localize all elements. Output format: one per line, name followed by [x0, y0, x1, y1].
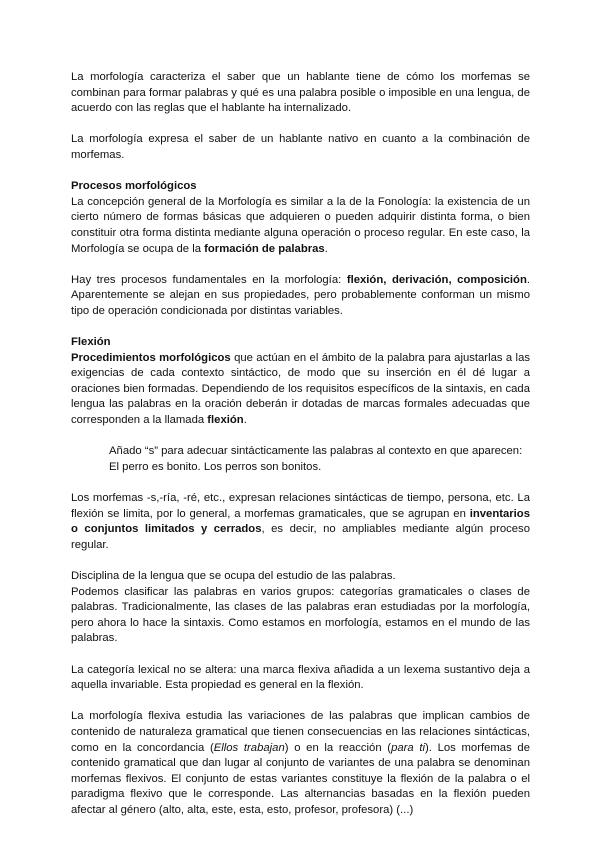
spacer [71, 694, 530, 710]
text-run: que actúan en el ámbito de la palabra para ajustarlas a las exigencias de cada contexto sintáctico, de modo que su inserción en él dé lugar a oraciones bien formadas. Dependiendo de los requisitos específicos de la sintaxis, en cada lengua las palabras en la oración deberán ir dotadas de marcas formales adecuadas que corresponden a la llamada [71, 351, 530, 427]
spacer [71, 647, 530, 663]
example-line-1: Añado “s” para adecuar sintácticamente las palabras al contexto en que aparecen: [109, 445, 523, 458]
paragraph-clasificar-palabras: Podemos clasificar las palabras en varios grupos: categorías gramaticales o clases de palabras. Tradicionalmente, las clases de las palabras eran estudiadas por la morfología, pero ahora lo hace la sintaxis. Como estamos en morfología, estamos en el mundo de las palabras. [71, 585, 530, 645]
italic-example-para-ti: para ti [391, 741, 426, 754]
paragraph-tres-procesos [71, 273, 530, 320]
paragraph-morfemas-sintacticos [71, 491, 530, 553]
spacer [71, 429, 530, 445]
paragraph-disciplina: Disciplina de la lengua que se ocupa del estudio de las palabras. [71, 570, 396, 582]
paragraph-morfologia-definicion: La morfología caracteriza el saber que un hablante tiene de cómo los morfemas se combinan para formar palabras y qué es una palabra posible o imposible en una lengua, de acuerdo con las reglas que el hablante ha internalizado. [71, 71, 530, 115]
italic-example-ellos-trabajan: Ellos trabajan [213, 741, 285, 754]
paragraph-morfologia-flexiva [71, 709, 530, 818]
paragraph-concepcion-general [71, 195, 530, 257]
text-run: . [324, 242, 328, 255]
text-run: , es decir, no ampliables mediante algún proceso regular. [71, 523, 530, 551]
paragraph-categoria-lexical: La categoría lexical no se altera: una marca flexiva añadida a un lexema sustantivo deja a aquella invariable. Esta propiedad es general en la flexión. [71, 663, 530, 692]
heading-procesos-morfologicos: Procesos morfológicos [71, 180, 197, 193]
heading-flexion: Flexión [71, 336, 111, 349]
spacer [71, 117, 530, 133]
text-run: La concepción general de la Morfología es similar a la de la Fonología: la existencia de un cierto número de formas básicas que adquieren o pueden adquirir distinta forma, o bien constituir otra forma distinta mediante alguna operación o proceso regular. En este caso, la Morfología se ocupa de la [71, 195, 530, 255]
bold-term-inventarios: inventarios o conjuntos limitados y cerrados [71, 507, 530, 536]
text-run: Los morfemas -s,-ría, -ré, etc., expresan relaciones sintácticas de tiempo, persona, etc. La flexión se limita, por lo general, a morfemas gramaticales, que se agrupan en [71, 492, 530, 520]
text-run: ). Los morfemas de contenido gramatical que dan lugar al conjunto de variantes de una palabra se denominan morfemas flexivos. El conjunto de estas variantes constituye la flexión de la palabra o el paradigma flexivo que le corresponde. Las alternancias basadas en la flexión pueden afectar al género (alto, alta, este, esta, esto, profesor, profesora) (...) [71, 741, 530, 816]
text-run: Hay tres procesos fundamentales en la morfología: [71, 273, 347, 286]
bold-term-flexion: flexión [207, 414, 244, 427]
spacer [71, 475, 530, 491]
bold-term-procesos: flexión, derivación, composición [346, 273, 527, 286]
bold-term-procedimientos: Procedimientos morfológicos [71, 351, 231, 364]
spacer [71, 164, 530, 180]
paragraph-procedimientos [71, 351, 530, 429]
bold-term-formacion-palabras: formación de palabras [204, 242, 325, 255]
text-run: ) o en la reacción ( [284, 741, 392, 754]
paragraph-morfologia-saber: La morfología expresa el saber de un hablante nativo en cuanto a la combinación de morfemas. [71, 133, 530, 161]
text-run: . [243, 414, 247, 427]
text-run: . Aparentemente se alejan en sus propiedades, pero probablemente conforman un mismo tipo de operación condicionada por distintas variables. [71, 273, 530, 317]
text-run: La morfología flexiva estudia las variaciones de las palabras que implican cambios de contenido de naturaleza gramatical que tienen consecuencias en las relaciones sintácticas, como en la concordancia ( [71, 710, 530, 754]
spacer [71, 553, 530, 569]
example-line-2: El perro es bonito. Los perros son bonitos. [109, 460, 322, 473]
spacer [71, 257, 530, 273]
spacer [71, 320, 530, 336]
